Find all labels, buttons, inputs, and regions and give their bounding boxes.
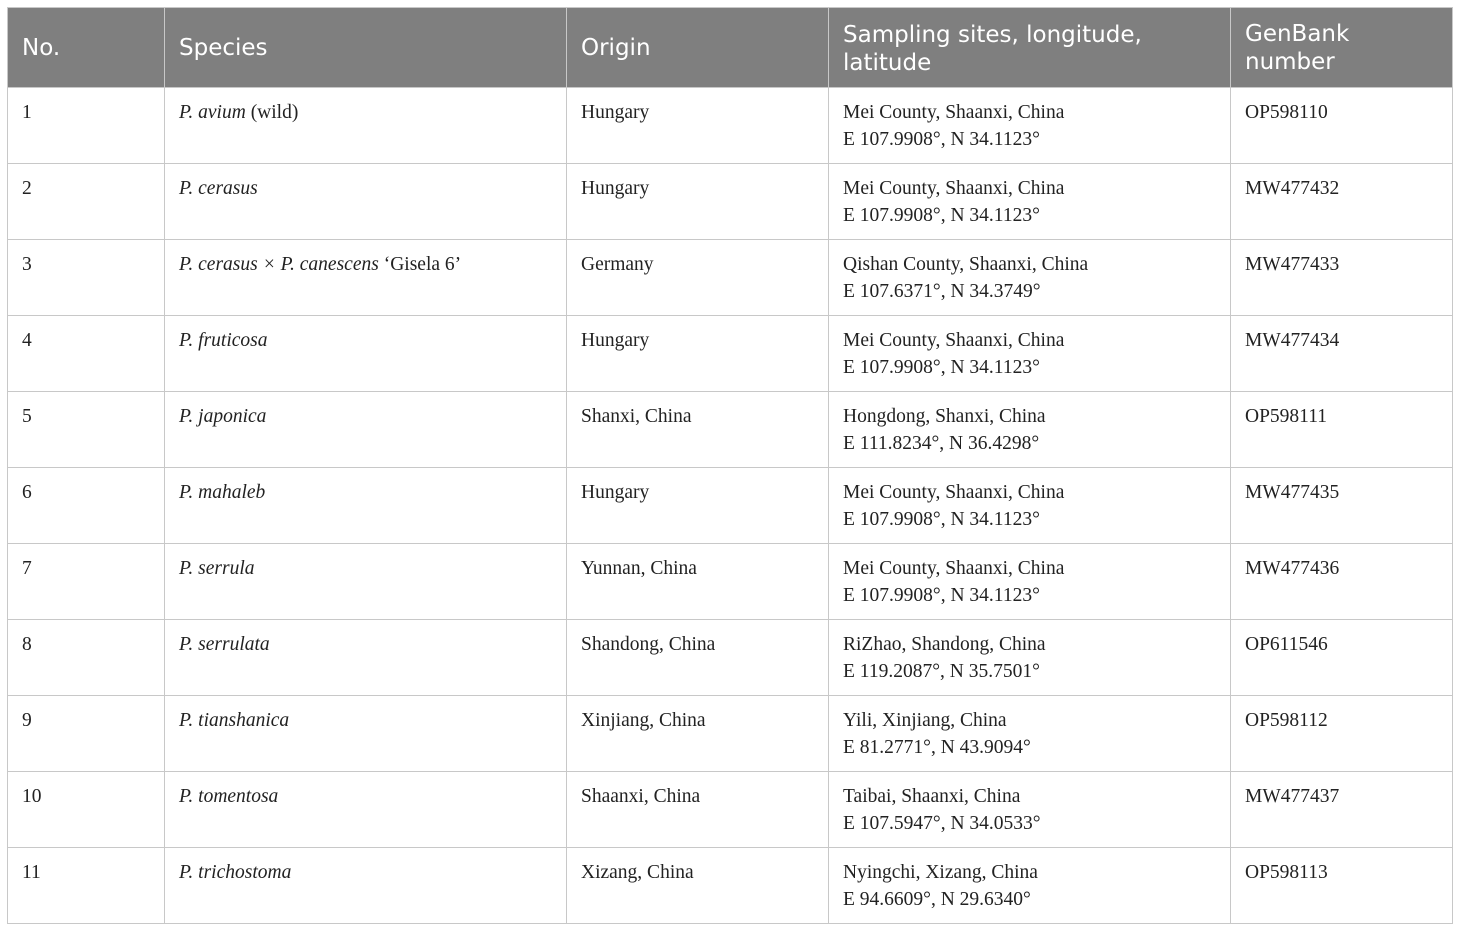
- header-row: [8, 8, 1453, 88]
- cell-species: [165, 696, 567, 772]
- cell-no: [8, 240, 165, 316]
- genbank-number: MW477437: [1245, 786, 1340, 807]
- row-number: 11: [22, 862, 41, 883]
- cell-origin: [567, 316, 829, 392]
- row-number: 9: [22, 710, 32, 731]
- cell-species: [165, 88, 567, 164]
- cell-species: [165, 468, 567, 544]
- cell-origin: [567, 164, 829, 240]
- cell-origin: [567, 848, 829, 924]
- species-name: P. japonica: [179, 406, 267, 427]
- cell-genbank: [1231, 620, 1453, 696]
- cell-genbank: [1231, 544, 1453, 620]
- cell-no: [8, 88, 165, 164]
- sampling-coordinates: E 107.9908°, N 34.1123°: [843, 129, 1040, 150]
- origin: Hungary: [581, 482, 650, 503]
- cell-species: [165, 392, 567, 468]
- cell-origin: [567, 88, 829, 164]
- species-name: P. cerasus: [179, 178, 258, 199]
- row-number: 5: [22, 406, 32, 427]
- species-name: P. avium: [179, 102, 246, 123]
- cell-origin: [567, 620, 829, 696]
- table-row: [8, 164, 1453, 240]
- cell-origin: [567, 696, 829, 772]
- header-origin: Origin: [567, 8, 829, 88]
- cell-no: [8, 316, 165, 392]
- cell-genbank: [1231, 848, 1453, 924]
- cell-sampling-site: [829, 848, 1231, 924]
- species-name: P. serrula: [179, 558, 255, 579]
- genbank-number: OP598111: [1245, 406, 1327, 427]
- cell-sampling-site: [829, 468, 1231, 544]
- origin: Germany: [581, 254, 654, 275]
- cell-genbank: [1231, 392, 1453, 468]
- species-name: P. mahaleb: [179, 482, 266, 503]
- genbank-number: OP598112: [1245, 710, 1328, 731]
- sampling-coordinates: E 119.2087°, N 35.7501°: [843, 661, 1040, 682]
- table-row: [8, 316, 1453, 392]
- species-qualifier: ‘Gisela 6’: [378, 254, 462, 275]
- cell-no: [8, 696, 165, 772]
- cell-origin: [567, 392, 829, 468]
- sampling-site: RiZhao, Shandong, China: [843, 634, 1046, 655]
- table-body: [8, 88, 1453, 924]
- species-name: P. trichostoma: [179, 862, 292, 883]
- cell-sampling-site: [829, 88, 1231, 164]
- sampling-coordinates: E 107.6371°, N 34.3749°: [843, 281, 1041, 302]
- sampling-site: Mei County, Shaanxi, China: [843, 330, 1065, 351]
- cell-sampling-site: [829, 696, 1231, 772]
- table-row: [8, 772, 1453, 848]
- cell-sampling-site: [829, 240, 1231, 316]
- cell-no: [8, 620, 165, 696]
- cell-no: [8, 544, 165, 620]
- header-genbank: GenBank number: [1231, 8, 1453, 88]
- table-row: [8, 392, 1453, 468]
- sampling-coordinates: E 107.9908°, N 34.1123°: [843, 509, 1040, 530]
- header-species: Species: [165, 8, 567, 88]
- origin: Yunnan, China: [581, 558, 697, 579]
- sampling-coordinates: E 94.6609°, N 29.6340°: [843, 889, 1031, 910]
- cell-genbank: [1231, 316, 1453, 392]
- origin: Xizang, China: [581, 862, 694, 883]
- sampling-coordinates: E 81.2771°, N 43.9094°: [843, 737, 1031, 758]
- table-header: [8, 8, 1453, 88]
- genbank-number: OP598110: [1245, 102, 1328, 123]
- sampling-site: Yili, Xinjiang, China: [843, 710, 1007, 731]
- sampling-site: Mei County, Shaanxi, China: [843, 178, 1065, 199]
- genbank-number: MW477433: [1245, 254, 1340, 275]
- species-name: P. serrulata: [179, 634, 270, 655]
- cell-species: [165, 620, 567, 696]
- sampling-coordinates: E 107.9908°, N 34.1123°: [843, 357, 1040, 378]
- cell-no: [8, 164, 165, 240]
- cell-origin: [567, 468, 829, 544]
- cell-no: [8, 772, 165, 848]
- row-number: 10: [22, 786, 42, 807]
- cell-species: [165, 240, 567, 316]
- cell-genbank: [1231, 468, 1453, 544]
- origin: Shandong, China: [581, 634, 716, 655]
- cell-sampling-site: [829, 544, 1231, 620]
- cell-sampling-site: [829, 620, 1231, 696]
- cell-sampling-site: [829, 392, 1231, 468]
- origin: Hungary: [581, 178, 650, 199]
- origin: Xinjiang, China: [581, 710, 706, 731]
- sampling-site: Qishan County, Shaanxi, China: [843, 254, 1089, 275]
- cell-genbank: [1231, 696, 1453, 772]
- sampling-coordinates: E 111.8234°, N 36.4298°: [843, 433, 1040, 454]
- cell-no: [8, 848, 165, 924]
- origin: Shaanxi, China: [581, 786, 701, 807]
- species-qualifier: (wild): [245, 102, 299, 123]
- cell-no: [8, 392, 165, 468]
- species-name: P. cerasus × P. canescens: [179, 254, 379, 275]
- cell-sampling-site: [829, 772, 1231, 848]
- cell-sampling-site: [829, 164, 1231, 240]
- origin: Hungary: [581, 330, 650, 351]
- sampling-coordinates: E 107.9908°, N 34.1123°: [843, 205, 1040, 226]
- sampling-site: Mei County, Shaanxi, China: [843, 102, 1065, 123]
- cell-species: [165, 164, 567, 240]
- cell-genbank: [1231, 240, 1453, 316]
- table-row: [8, 696, 1453, 772]
- genbank-number: OP598113: [1245, 862, 1328, 883]
- table-row: [8, 620, 1453, 696]
- species-name: P. tianshanica: [179, 710, 290, 731]
- row-number: 1: [22, 102, 32, 123]
- genbank-number: MW477434: [1245, 330, 1340, 351]
- sampling-site: Taibai, Shaanxi, China: [843, 786, 1021, 807]
- header-sampling-sites: Sampling sites, longitude, latitude: [829, 8, 1231, 88]
- species-table: [7, 7, 1453, 924]
- species-name: P. tomentosa: [179, 786, 279, 807]
- cell-no: [8, 468, 165, 544]
- cell-origin: [567, 240, 829, 316]
- row-number: 6: [22, 482, 32, 503]
- table-row: [8, 544, 1453, 620]
- sampling-site: Hongdong, Shanxi, China: [843, 406, 1046, 427]
- cell-origin: [567, 772, 829, 848]
- genbank-number: MW477436: [1245, 558, 1340, 579]
- row-number: 8: [22, 634, 32, 655]
- cell-genbank: [1231, 164, 1453, 240]
- genbank-number: OP611546: [1245, 634, 1328, 655]
- table-row: [8, 848, 1453, 924]
- cell-species: [165, 848, 567, 924]
- table-row: [8, 88, 1453, 164]
- species-name: P. fruticosa: [179, 330, 268, 351]
- cell-species: [165, 544, 567, 620]
- row-number: 7: [22, 558, 32, 579]
- cell-species: [165, 316, 567, 392]
- row-number: 3: [22, 254, 32, 275]
- row-number: 4: [22, 330, 32, 351]
- table-row: [8, 240, 1453, 316]
- sampling-site: Mei County, Shaanxi, China: [843, 558, 1065, 579]
- header-no: No.: [8, 8, 165, 88]
- row-number: 2: [22, 178, 32, 199]
- sampling-site: Mei County, Shaanxi, China: [843, 482, 1065, 503]
- cell-species: [165, 772, 567, 848]
- table-row: [8, 468, 1453, 544]
- sampling-coordinates: E 107.5947°, N 34.0533°: [843, 813, 1041, 834]
- origin: Hungary: [581, 102, 650, 123]
- sampling-coordinates: E 107.9908°, N 34.1123°: [843, 585, 1040, 606]
- cell-origin: [567, 544, 829, 620]
- genbank-number: MW477435: [1245, 482, 1340, 503]
- genbank-number: MW477432: [1245, 178, 1340, 199]
- cell-genbank: [1231, 88, 1453, 164]
- cell-genbank: [1231, 772, 1453, 848]
- cell-sampling-site: [829, 316, 1231, 392]
- sampling-site: Nyingchi, Xizang, China: [843, 862, 1038, 883]
- origin: Shanxi, China: [581, 406, 692, 427]
